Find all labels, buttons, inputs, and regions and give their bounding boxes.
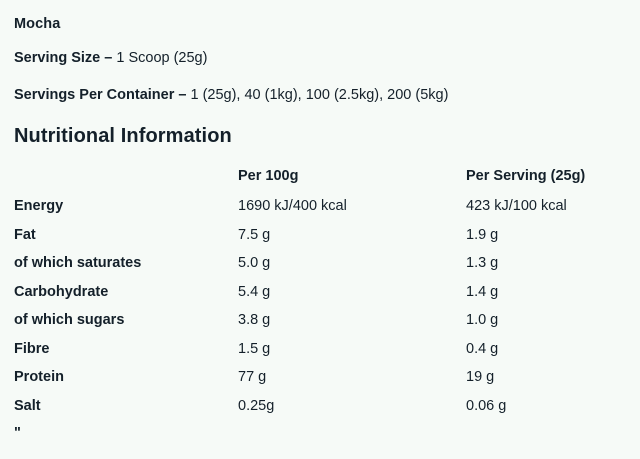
table-row (14, 306, 626, 335)
table-row (14, 249, 626, 278)
serving-size-separator: – (100, 50, 117, 66)
row-label-salt: Salt (14, 397, 41, 414)
row-label-protein: Protein (14, 369, 64, 386)
column-header-per-100g: Per 100g (238, 167, 299, 184)
servings-per-container-separator: – (174, 87, 191, 104)
serving-size-line (14, 50, 626, 67)
row-value-sugars-per-serving: 1.0 g (466, 312, 499, 329)
row-value-fibre-per-serving: 0.4 g (466, 340, 499, 357)
row-value-sugars-per-100g: 3.8 g (238, 312, 271, 329)
row-label-energy: Energy (14, 198, 64, 215)
nutrition-table-head (14, 162, 626, 193)
row-value-carbohydrate-per-serving: 1.4 g (466, 283, 499, 300)
row-value-salt-per-100g: 0.25g (238, 397, 275, 414)
column-header-per-serving: Per Serving (25g) (466, 167, 586, 184)
row-value-energy-per-serving: 423 kJ/100 kcal (466, 198, 567, 215)
row-value-protein-per-serving: 19 g (466, 369, 495, 386)
nutrition-table (14, 162, 626, 421)
row-value-fat-per-serving: 1.9 g (466, 226, 499, 243)
table-row (14, 392, 626, 421)
row-label-fat: Fat (14, 226, 36, 243)
row-value-fibre-per-100g: 1.5 g (238, 340, 271, 357)
row-value-salt-per-serving: 0.06 g (466, 397, 507, 414)
servings-per-container-label: Servings Per Container (14, 87, 175, 104)
serving-size-label: Serving Size (14, 50, 101, 66)
servings-per-container-value: 1 (25g), 40 (1kg), 100 (2.5kg), 200 (5kg) (190, 87, 449, 104)
row-value-protein-per-100g: 77 g (238, 369, 267, 386)
table-row (14, 278, 626, 307)
row-label-fibre: Fibre (14, 340, 50, 357)
product-flavour-title: Mocha (14, 16, 61, 32)
row-value-energy-per-100g: 1690 kJ/400 kcal (238, 198, 347, 215)
servings-per-container-line (14, 87, 626, 104)
row-value-saturates-per-serving: 1.3 g (466, 255, 499, 272)
row-label-of-which-saturates: of which saturates (14, 255, 142, 272)
serving-size-value: 1 Scoop (25g) (116, 50, 208, 66)
row-label-of-which-sugars: of which sugars (14, 312, 125, 329)
table-row (14, 335, 626, 364)
table-row (14, 363, 626, 392)
table-row (14, 221, 626, 250)
row-value-fat-per-100g: 7.5 g (238, 226, 271, 243)
column-header-nutrient (14, 162, 238, 193)
row-value-saturates-per-100g: 5.0 g (238, 255, 271, 272)
nutritional-information-heading: Nutritional Information (14, 124, 232, 147)
row-label-carbohydrate: Carbohydrate (14, 283, 109, 300)
row-value-carbohydrate-per-100g: 5.4 g (238, 283, 271, 300)
table-header-row (14, 162, 626, 193)
table-row (14, 192, 626, 221)
nutrition-table-body (14, 192, 626, 420)
trailing-quote-text: " (14, 425, 21, 442)
